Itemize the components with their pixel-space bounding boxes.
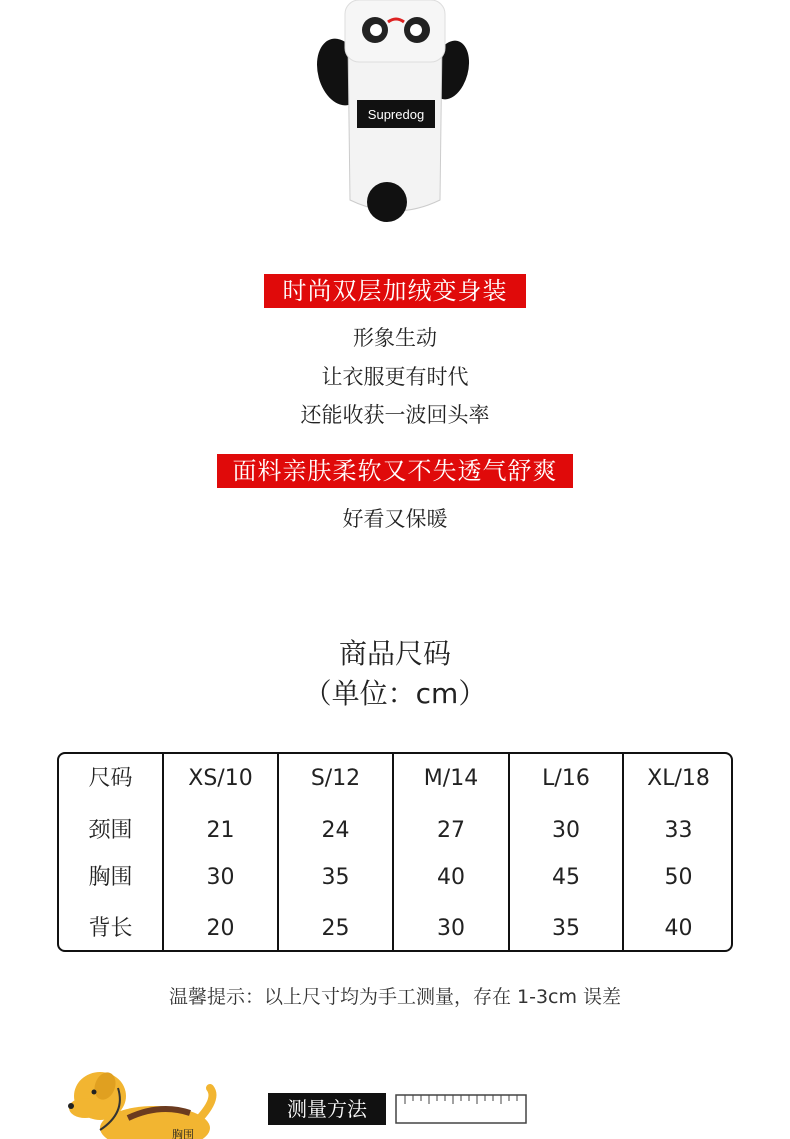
table-header-size: 尺码 bbox=[88, 766, 133, 791]
measurement-tip: 温馨提示：以上尺寸均为手工测量，存在 1-3cm 误差 bbox=[168, 986, 622, 1008]
table-cell: 21 bbox=[206, 818, 235, 843]
table-row-label-chest: 胸围 bbox=[88, 865, 133, 890]
table-header-m: M/14 bbox=[423, 766, 479, 791]
size-section-unit: （单位：cm） bbox=[303, 677, 487, 710]
measure-method-label: 测量方法 bbox=[268, 1093, 386, 1125]
table-cell: 35 bbox=[321, 865, 350, 890]
banner-fabric: 面料亲肤柔软又不失透气舒爽 bbox=[217, 454, 573, 488]
panda-hoodie-image bbox=[300, 0, 490, 230]
size-table bbox=[57, 752, 733, 952]
table-cell: 24 bbox=[321, 818, 350, 843]
table-cell: 27 bbox=[437, 818, 465, 843]
dog-chest-label: 胸围 bbox=[172, 1128, 194, 1139]
banner-warm-fashion: 时尚双层加绒变身装 bbox=[264, 274, 526, 308]
dog-illustration bbox=[60, 1068, 220, 1139]
table-header-xl: XL/18 bbox=[647, 766, 710, 791]
brand-text: Supredog bbox=[367, 107, 425, 122]
ruler-icon bbox=[395, 1094, 527, 1124]
table-cell: 25 bbox=[321, 916, 350, 941]
table-row-label-back: 背长 bbox=[88, 916, 133, 941]
size-section-title: 商品尺码 bbox=[338, 637, 451, 670]
table-cell: 40 bbox=[437, 865, 465, 890]
table-header-l: L/16 bbox=[542, 766, 590, 791]
table-header-s: S/12 bbox=[310, 766, 361, 791]
table-cell: 30 bbox=[206, 865, 235, 890]
table-row-label-neck: 颈围 bbox=[88, 818, 133, 843]
table-cell: 20 bbox=[206, 916, 235, 941]
feature-line-3: 还能收获一波回头率 bbox=[300, 403, 490, 427]
feature-line-1: 形象生动 bbox=[353, 326, 437, 350]
table-cell: 50 bbox=[664, 865, 693, 890]
table-header-xs: XS/10 bbox=[188, 766, 253, 791]
table-cell: 35 bbox=[552, 916, 580, 941]
table-cell: 30 bbox=[552, 818, 580, 843]
table-cell: 40 bbox=[664, 916, 693, 941]
table-cell: 30 bbox=[437, 916, 465, 941]
table-cell: 45 bbox=[552, 865, 580, 890]
table-cell: 33 bbox=[664, 818, 693, 843]
feature-line-4: 好看又保暖 bbox=[342, 507, 448, 531]
feature-line-2: 让衣服更有时代 bbox=[321, 365, 469, 389]
